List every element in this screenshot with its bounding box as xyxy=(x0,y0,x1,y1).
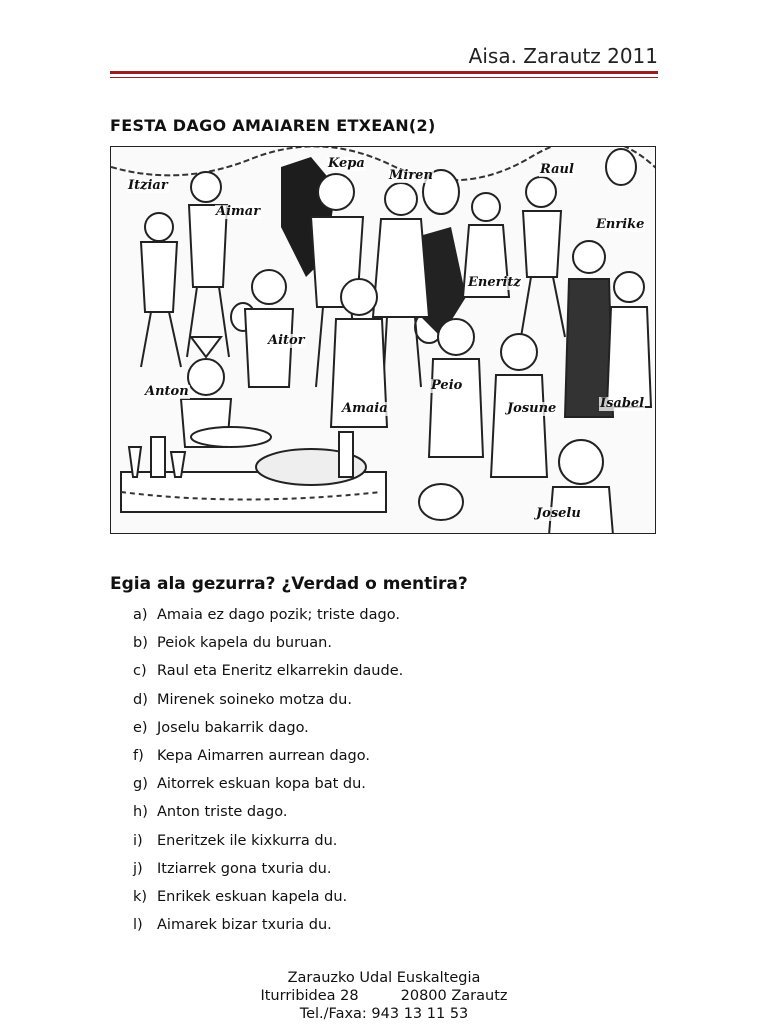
footer-street: Iturribidea 28 xyxy=(260,988,359,1004)
item-letter: e) xyxy=(133,719,148,736)
label-josune: Josune xyxy=(507,401,557,416)
label-enrike: Enrike xyxy=(596,217,645,232)
party-illustration xyxy=(110,146,656,534)
list-item xyxy=(133,917,403,945)
list-item xyxy=(133,833,403,861)
label-aimar: Aimar xyxy=(216,204,261,219)
item-text: Kepa Aimarren aurrean dago. xyxy=(157,747,370,764)
label-itziar: Itziar xyxy=(128,178,168,193)
item-letter: f) xyxy=(133,747,144,764)
list-item xyxy=(133,720,403,748)
party-drawing xyxy=(111,147,656,534)
list-item xyxy=(133,692,403,720)
header-rule-thick xyxy=(110,71,658,74)
footer-institution: Zarauzko Udal Euskaltegia xyxy=(287,970,481,986)
list-item xyxy=(133,776,403,804)
list-item xyxy=(133,861,403,889)
item-text: Raul eta Eneritz elkarrekin daude. xyxy=(157,663,404,680)
label-peio: Peio xyxy=(431,378,463,393)
item-letter: j) xyxy=(133,860,143,877)
item-text: Joselu bakarrik dago. xyxy=(157,719,309,736)
item-text: Enrikek eskuan kapela du. xyxy=(157,888,348,905)
list-item xyxy=(133,889,403,917)
label-kepa: Kepa xyxy=(328,156,365,171)
item-text: Itziarrek gona txuria du. xyxy=(157,860,332,877)
header-rule-thin xyxy=(110,77,658,78)
item-text: Eneritzek ile kixkurra du. xyxy=(157,832,338,849)
section-title: FESTA DAGO AMAIAREN ETXEAN(2) xyxy=(110,116,436,135)
label-miren: Miren xyxy=(389,168,433,183)
item-letter: i) xyxy=(133,832,143,849)
label-anton: Anton xyxy=(145,384,189,399)
footer-address xyxy=(0,987,768,1005)
item-letter: c) xyxy=(133,663,147,680)
footer xyxy=(0,969,768,1023)
statement-list xyxy=(133,607,403,945)
item-text: Amaia ez dago pozik; triste dago. xyxy=(157,607,400,623)
item-text: Aimarek bizar txuria du. xyxy=(157,917,332,934)
list-item xyxy=(133,607,403,635)
item-text: Mirenek soineko motza du. xyxy=(157,691,352,708)
label-joselu: Joselu xyxy=(536,506,581,521)
list-item xyxy=(133,635,403,663)
list-item xyxy=(133,663,403,691)
label-aitor: Aitor xyxy=(268,333,305,348)
item-letter: d) xyxy=(133,691,148,708)
item-letter: a) xyxy=(133,607,148,623)
item-text: Aitorrek eskuan kopa bat du. xyxy=(157,776,366,793)
footer-phone: Tel./Faxa: 943 13 11 53 xyxy=(299,1006,469,1022)
item-text: Anton triste dago. xyxy=(157,804,288,821)
list-item xyxy=(133,804,403,832)
item-letter: g) xyxy=(133,776,148,793)
item-letter: k) xyxy=(133,888,148,905)
exercise-title: Egia ala gezurra? ¿Verdad o mentira? xyxy=(110,574,468,594)
label-eneritz: Eneritz xyxy=(468,275,521,290)
label-isabel: Isabel xyxy=(600,396,645,411)
label-amaia: Amaia xyxy=(342,401,388,416)
header-title: Aisa. Zarautz 2011 xyxy=(468,44,658,68)
item-letter: h) xyxy=(133,804,148,821)
item-text: Peiok kapela du buruan. xyxy=(157,635,332,652)
item-letter: b) xyxy=(133,635,148,652)
list-item xyxy=(133,748,403,776)
label-raul: Raul xyxy=(540,162,574,177)
item-letter: l) xyxy=(133,917,143,934)
footer-postal: 20800 Zarautz xyxy=(400,988,508,1004)
